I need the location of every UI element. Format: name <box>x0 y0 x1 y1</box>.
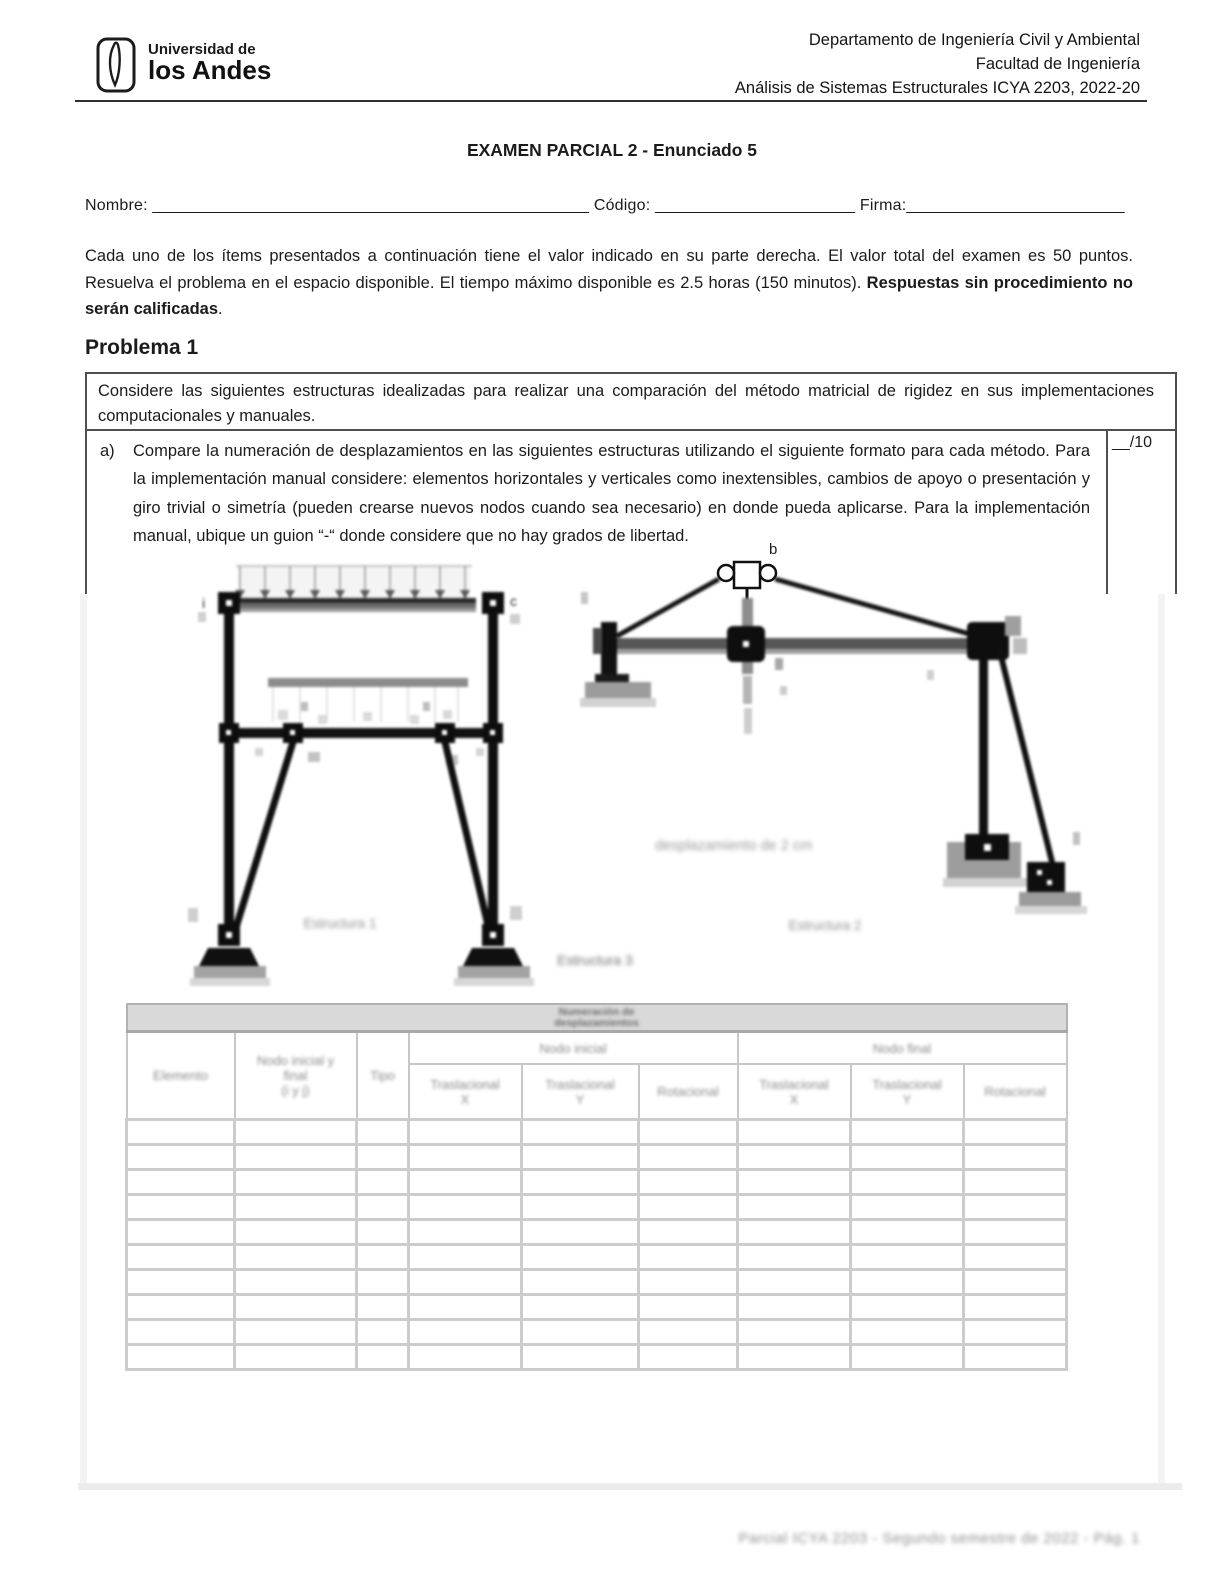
points-cell: __/10 <box>1112 434 1153 451</box>
group-nodo-inicial: Nodo inicial <box>409 1032 738 1065</box>
node-label-i: i <box>202 595 206 611</box>
uniandes-logo-text <box>148 42 271 84</box>
node-label-b: b <box>769 541 778 558</box>
group-nodo-final: Nodo final <box>738 1032 1067 1065</box>
item-a-label: a) <box>100 442 115 460</box>
problem-heading: Problema 1 <box>85 336 199 359</box>
col-fin-traslacional-y: Traslacional Y <box>851 1064 964 1120</box>
mid-load-bar <box>268 678 468 687</box>
right-vertical-column <box>979 658 988 842</box>
displacement-note: desplazamiento de 2 cm <box>655 838 813 854</box>
structure1-caption: Estructura 1 <box>303 916 377 931</box>
course-line: Análisis de Sistemas Estructurales ICYA 2203, 2022-20 <box>734 79 1140 97</box>
table-group-header-row <box>127 1032 1067 1065</box>
uniandes-logo-icon <box>95 36 139 94</box>
bottom-right-support <box>1015 862 1087 914</box>
codigo-blank-line: ______________________ <box>655 197 856 214</box>
structure3-caption: Estructura 3 <box>557 952 633 968</box>
right-faded-border <box>1158 594 1165 1483</box>
structure1-diagram <box>158 552 540 1004</box>
col-ini-rotacional: Rotacional <box>639 1064 738 1120</box>
nombre-blank-line: ________________________________________________ <box>152 197 590 214</box>
table-empty-row <box>127 1270 1067 1295</box>
statement-divider <box>85 429 1177 431</box>
left-column <box>224 614 234 944</box>
table-empty-row <box>127 1145 1067 1170</box>
node-label-c: c <box>510 593 517 609</box>
nombre-label: Nombre: <box>85 197 148 214</box>
long-diagonal-member <box>999 648 1053 866</box>
logo-line1: Universidad de <box>148 41 256 58</box>
instructions-paragraph <box>85 243 1133 323</box>
right-fixed-support <box>454 948 534 986</box>
faculty-line: Facultad de Ingeniería <box>975 55 1140 73</box>
left-brace <box>234 742 293 934</box>
firma-blank-line: ________________________ <box>906 197 1125 214</box>
header-rule <box>75 100 1147 102</box>
codigo-label: Código: <box>593 197 651 214</box>
main-beam <box>605 638 987 649</box>
left-incline-member <box>617 579 719 636</box>
top-beam <box>228 598 476 603</box>
exam-title: EXAMEN PARCIAL 2 - Enunciado 5 <box>466 140 758 160</box>
page-footer: Parcial ICYA 2203 - Segundo semestre de 2022 - Pág. 1 <box>738 1530 1140 1547</box>
logo-line2: los Andes <box>148 55 272 85</box>
department-block <box>735 28 1140 100</box>
problem-statement: Considere las siguientes estructuras idealizadas para realizar una comparación del método matricial de rigidez en sus implementaciones computacionales y manuales. <box>98 382 1154 425</box>
right-incline-member <box>775 579 973 635</box>
name-row <box>85 197 1125 215</box>
left-fixed-support <box>190 948 270 986</box>
item-a-text: Compare la numeración de desplazamientos en las siguientes estructuras utilizando el siguiente formato para cada método. Para la implementación manual considere: elementos horizontales y verticales como inextensibles, cambios de apoyo o presentación y giro trivial o simetría (pueden crearse nuevos nodos cuando sea necesario) en donde pueda aplicarse. Para la implementación manual, ubique un guion “-“ donde considere que no hay grados de libertad. <box>133 442 1090 546</box>
col-elemento: Elemento <box>127 1032 235 1120</box>
middle-support <box>943 834 1027 887</box>
bottom-faded-border <box>78 1483 1182 1490</box>
table-empty-row <box>127 1220 1067 1245</box>
col-ini-traslacional-y: Traslacional Y <box>522 1064 639 1120</box>
table-band-title: Numeración de desplazamientos <box>554 1005 639 1029</box>
table-empty-row <box>127 1170 1067 1195</box>
table-body <box>127 1120 1067 1370</box>
table-empty-row <box>127 1120 1067 1145</box>
instructions-period: . <box>218 300 223 318</box>
table-empty-row <box>127 1345 1067 1370</box>
department-line: Departamento de Ingeniería Civil y Ambiental <box>808 31 1140 49</box>
firma-label: Firma: <box>859 197 907 214</box>
dof-table-wrapper <box>125 1003 1068 1371</box>
structure2-diagram <box>575 536 1095 928</box>
col-tipo: Tipo <box>357 1032 409 1120</box>
col-fin-traslacional-x: Traslacional X <box>738 1064 851 1120</box>
col-ini-traslacional-x: Traslacional X <box>409 1064 522 1120</box>
col-nodo-inicial-final: Nodo inicial y final (i y j) <box>235 1032 357 1120</box>
structure2-caption: Estructura 2 <box>788 918 862 933</box>
table-band-row <box>127 1004 1067 1032</box>
right-column <box>488 614 498 944</box>
table-empty-row <box>127 1245 1067 1270</box>
left-faded-border <box>80 594 87 1483</box>
instructions-text: Cada uno de los ítems presentados a continuación tiene el valor indicado en su parte derecha. El valor total del examen es 50 puntos. Resuelva el problema en el espacio disponible. El tiempo máximo disponible es 2.5 horas (150 minutos). <box>85 247 1133 292</box>
dof-table <box>125 1003 1068 1371</box>
table-empty-row <box>127 1320 1067 1345</box>
right-brace <box>445 742 490 934</box>
mid-beam <box>222 728 500 738</box>
col-fin-rotacional: Rotacional <box>964 1064 1067 1120</box>
instructions-bold: Respuestas sin procedimiento no serán calificadas <box>85 273 1133 318</box>
table-empty-row <box>127 1295 1067 1320</box>
table-empty-row <box>127 1195 1067 1220</box>
